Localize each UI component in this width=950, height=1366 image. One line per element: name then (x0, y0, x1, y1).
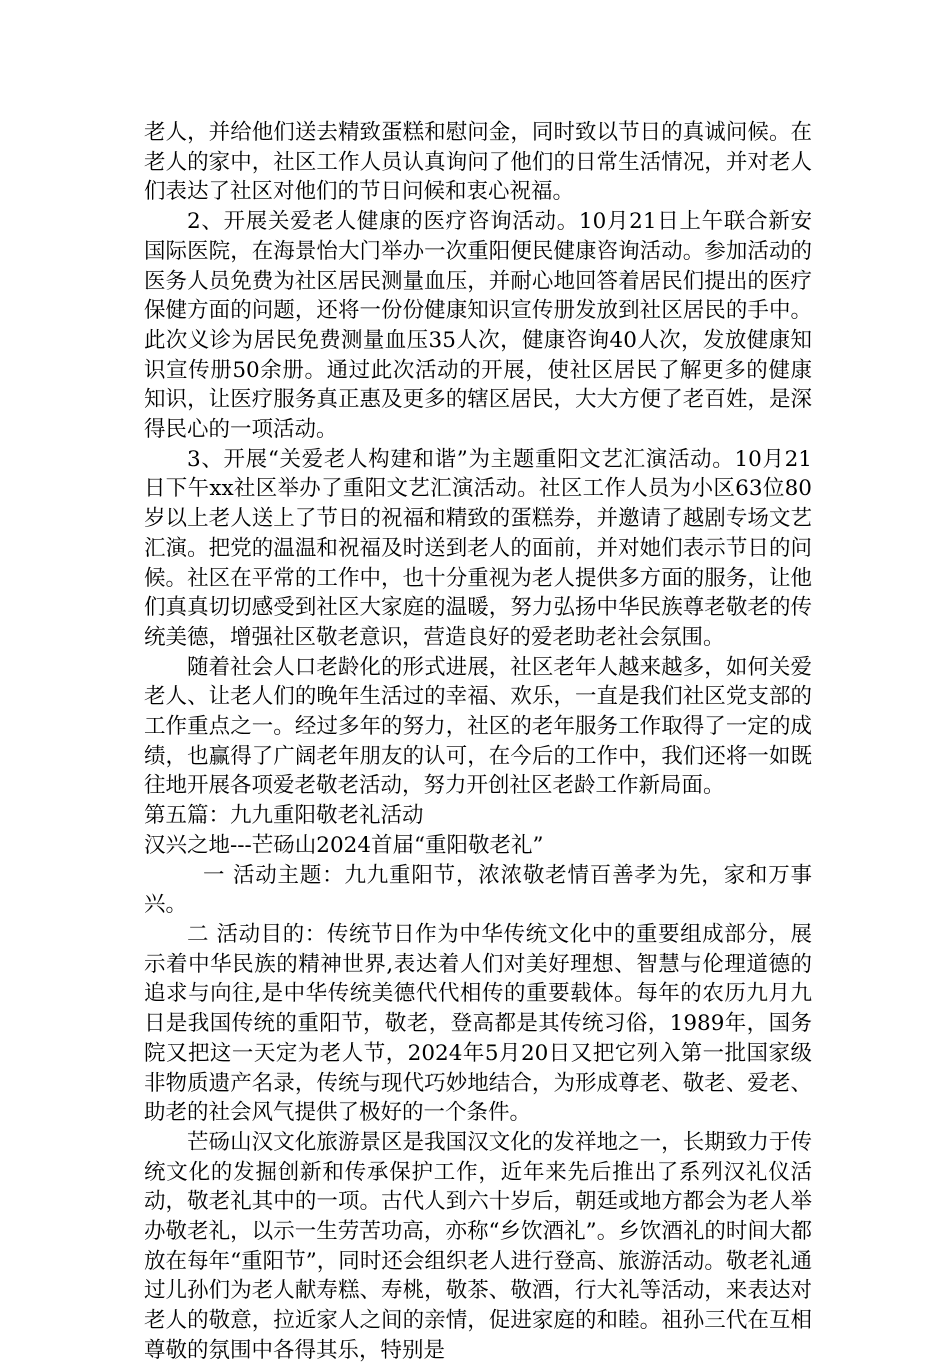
paragraph-scenic-area: 芒砀山汉文化旅游景区是我国汉文化的发祥地之一，长期致力于传统文化的发掘创新和传承保护工作，近年来先后推出了系列汉礼仪活动，敬老礼其中的一项。古代人到六十岁后，朝廷或地方都会为老人举办敬老礼，以示一生劳苦功高，亦称“乡饮酒礼”。乡饮酒礼的时间大都放在每年“重阳节”，同时还会组织老人进行登高、旅游活动。敬老礼通过儿孙们为老人献寿糕、寿桃，敬茶、敬酒，行大礼等活动，来表达对老人的敬意，拉近家人之间的亲情，促进家庭的和睦。祖孙三代在互相尊敬的氛围中各得其乐，特别是 (144, 1129, 812, 1363)
paragraph-summary: 随着社会人口老龄化的形式进展，社区老年人越来越多，如何关爱老人、让老人们的晚年生活过的幸福、欢乐，一直是我们社区党支部的工作重点之一。经过多年的努力，社区的老年服务工作取得了一定的成绩，也赢得了广阔老年朋友的认可，在今后的工作中，我们还将一如既往地开展各项爱老敬老活动，努力开创社区老龄工作新局面。 (144, 654, 812, 799)
paragraph-continuation: 老人，并给他们送去精致蛋糕和慰问金，同时致以节日的真诚问候。在老人的家中，社区工作人员认真询问了他们的日常生活情况，并对老人们表达了社区对他们的节日问候和衷心祝福。 (144, 120, 812, 205)
paragraph-art-performance: 3、开展“关爱老人构建和谐”为主题重阳文艺汇演活动。10月21日下午xx社区举办了重阳文艺汇演活动。社区工作人员为小区63位80岁以上老人送上了节日的祝福和精致的蛋糕券，并邀请了越剧专场文艺汇演。把党的温温和祝福及时送到老人的面前，并对她们表示节日的问候。社区在平常的工作中，也十分重视为老人提供多方面的服务，让他们真真切切感受到社区大家庭的温暖，努力弘扬中华民族尊老敬老的传统美德，增强社区敬老意识，营造良好的爱老助老社会氛围。 (144, 446, 812, 650)
event-title: 汉兴之地---芒砀山2024首届“重阳敬老礼” (144, 832, 544, 858)
document-body (144, 118, 812, 1366)
paragraph-activity-purpose: 二 活动目的：传统节日作为中华传统文化中的重要组成部分，展示着中华民族的精神世界,表达着人们对美好理想、智慧与伦理道德的追求与向往,是中华传统美德代代相传的重要载体。每年的农历九月九日是我国传统的重阳节，敬老，登高都是其传统习俗，1989年，国务院又把这一天定为老人节，2024年5月20日又把它列入第一批国家级非物质遗产名录，传统与现代巧妙地结合，为形成尊老、敬老、爱老、助老的社会风气提供了极好的一个条件。 (144, 921, 812, 1126)
section-heading-part-five: 第五篇：九九重阳敬老礼活动 (144, 803, 424, 829)
paragraph-activity-theme: 一 活动主题：九九重阳节，浓浓敬老情百善孝为先，家和万事兴。 (144, 862, 812, 918)
paragraph-medical-consultation: 2、开展关爱老人健康的医疗咨询活动。10月21日上午联合新安国际医院，在海景怡大门举办一次重阳便民健康咨询活动。参加活动的医务人员免费为社区居民测量血压，并耐心地回答着居民们提出的医疗保健方面的问题，还将一份份健康知识宣传册发放到社区居民的手中。此次义诊为居民免费测量血压35人次，健康咨询40人次，发放健康知识宣传册50余册。通过此次活动的开展，使社区居民了解更多的健康知识，让医疗服务真正惠及更多的辖区居民，大大方便了老百姓，是深得民心的一项活动。 (144, 209, 812, 443)
